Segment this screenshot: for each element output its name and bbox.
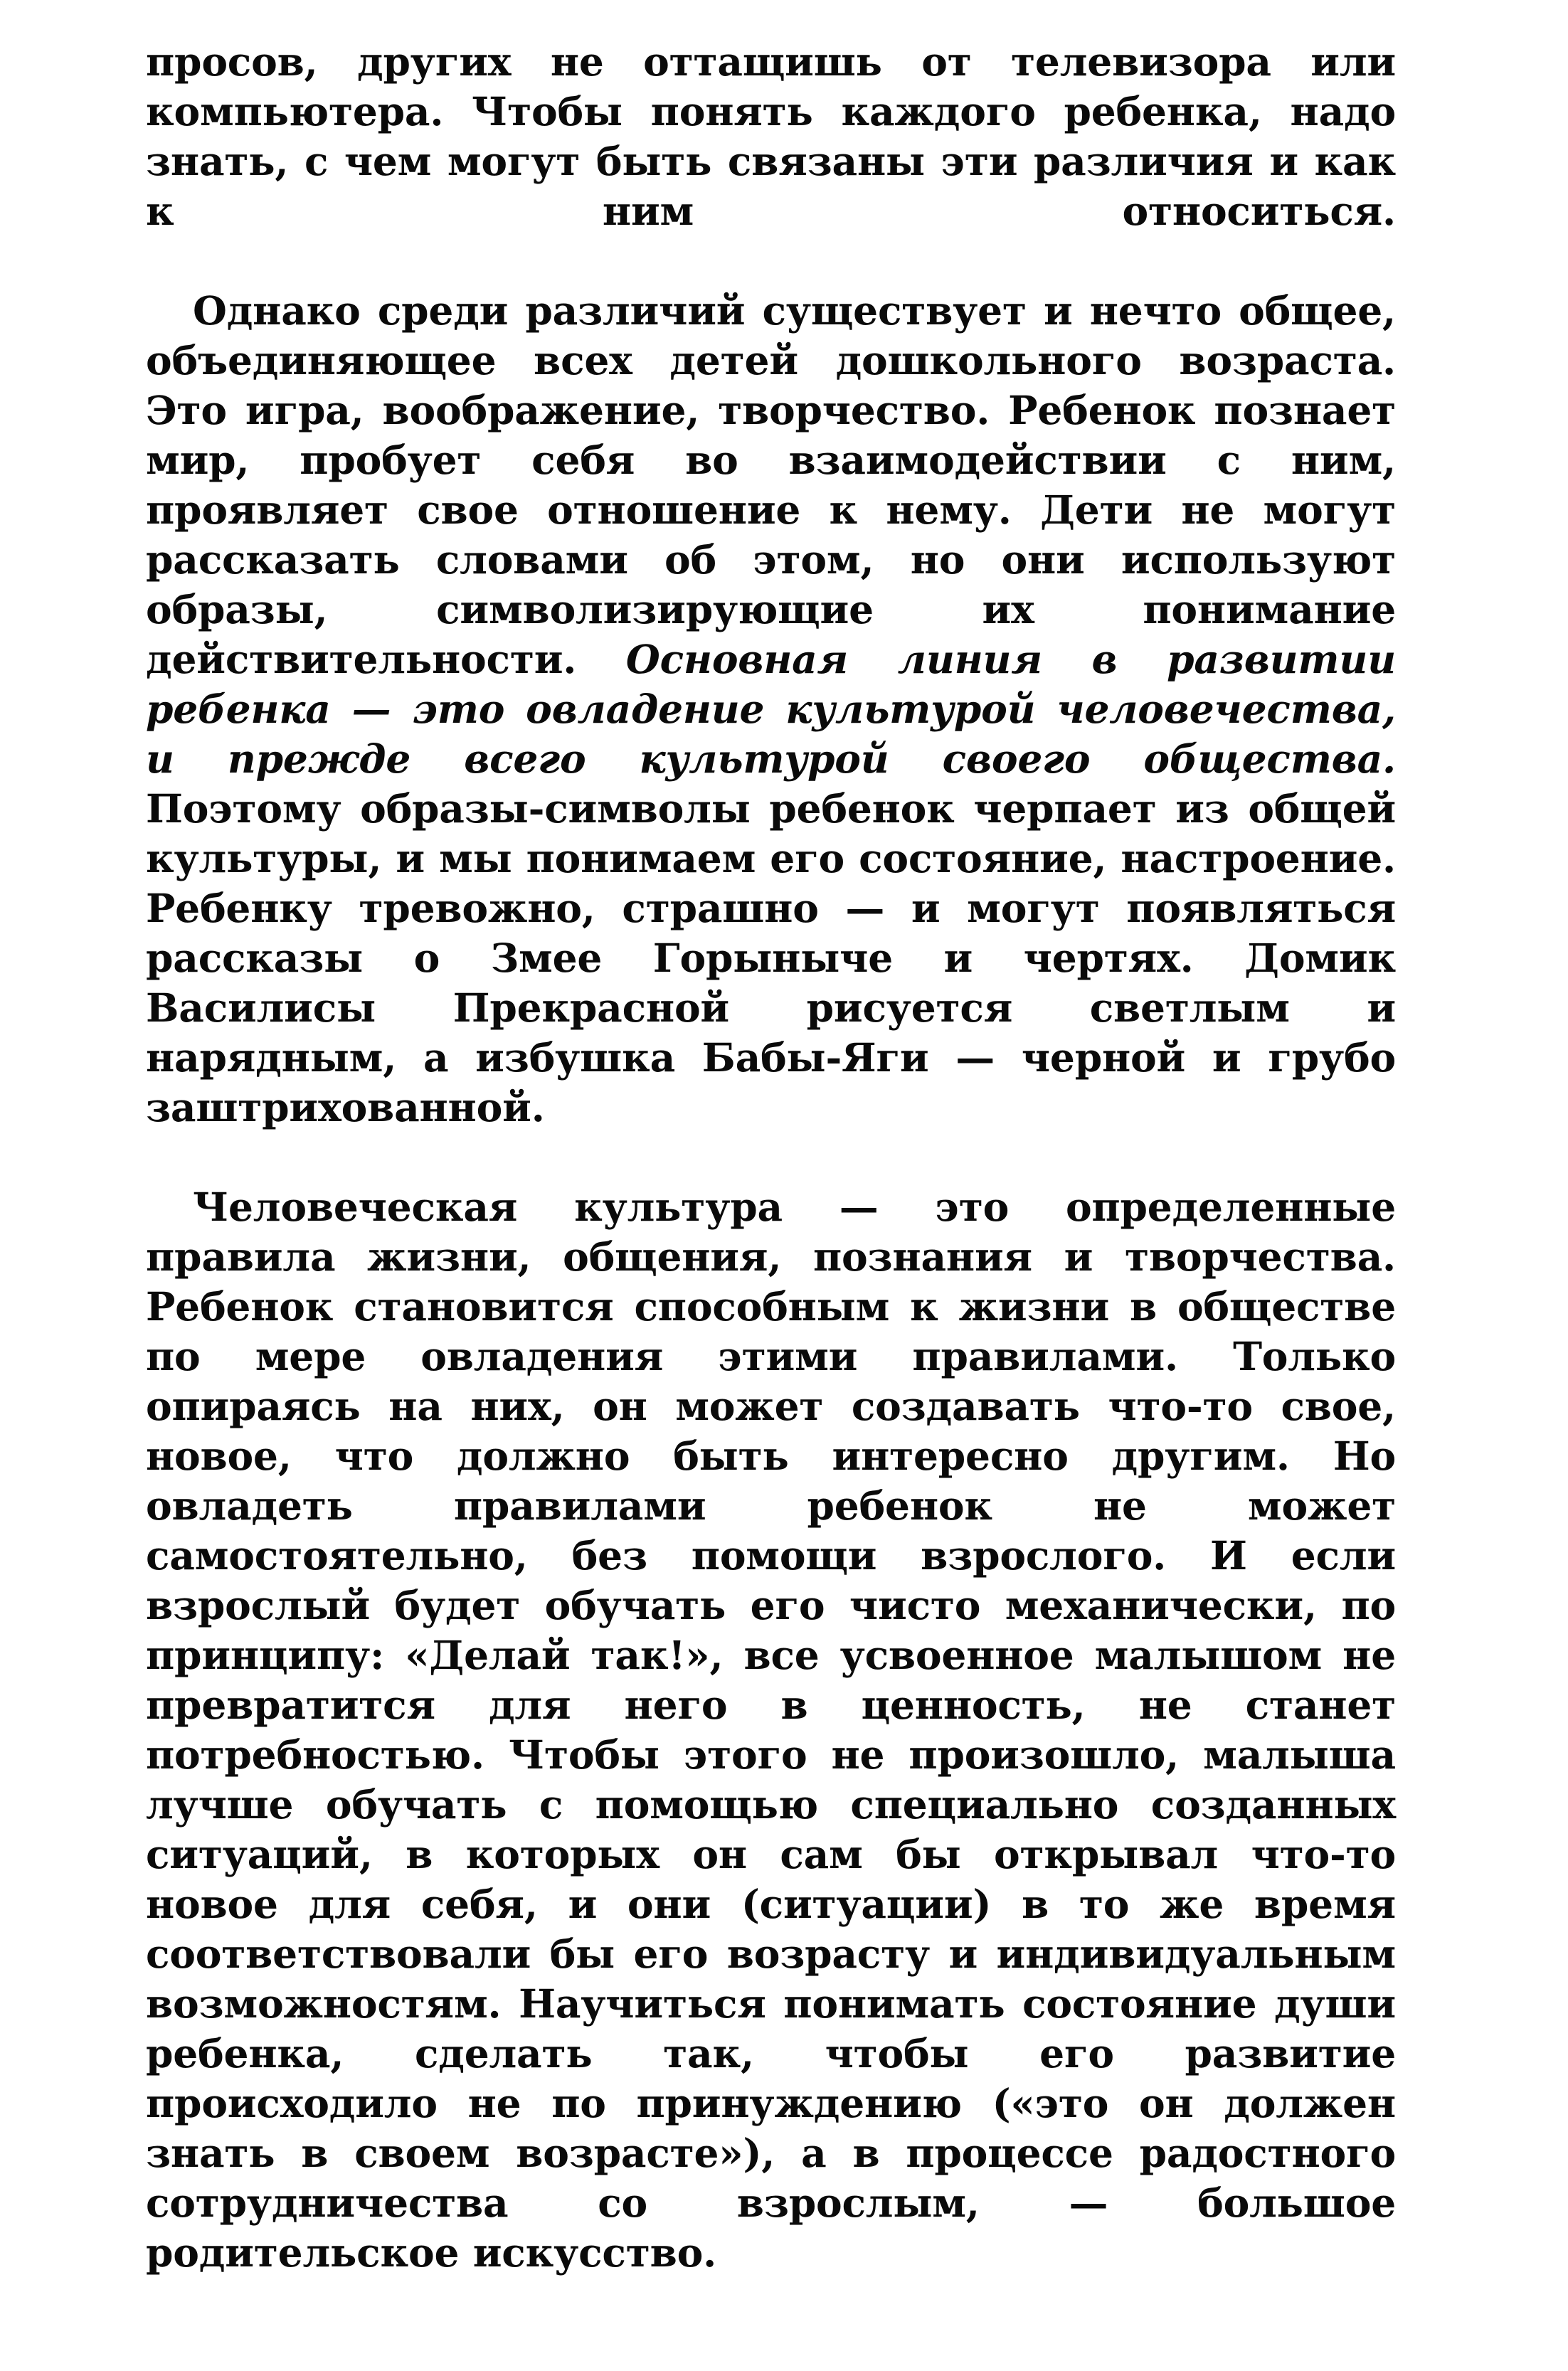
paragraph-odnako [146, 286, 1396, 1182]
text-run-roman: Человеческая культура — это определенные правила жизни, общения, познания и творчества. Ребенок становится способным к жизни в обществе по мере овладения этими правилами. Только опираясь на них, он может создавать что-то свое, новое, что должно быть интересно другим. Но овладеть правилами ребенок не может самостоятельно, без помощи взрослого. И если взрослый будет обучать его чисто механически, по принципу: «Делай так!», все усвоенное малышом не превратится для него в ценность, не станет потребностью. Чтобы этого не произошло, малыша лучше обучать с помощью специально созданных ситуаций, в которых он сам бы открывал что-то новое для себя, и они (ситуации) в то же время соответствовали бы его возрасту и индивидуальным возможностям. Научиться понимать состояние души ребенка, сделать так, чтобы его развитие происходило не по принуждению («это он должен знать в своем возрасте»), а в процессе радостного сотрудничества со взрослым, — большое родительское искусство. [146, 1184, 1396, 2276]
text-run-italic-emphasis: Основная линия в развитии ребенка — это овладение культурой человечества, и прежде всего культурой своего общества. [146, 636, 1397, 782]
text-run-roman-tail: Поэтому образы-символы ребенок черпает из общей культуры, и мы понимаем его состояние, настроение. Ребенку тревожно, страшно — и могут появляться рассказы о Змее Горыныче и чертях. Домик Василисы Прекрасной рисуется светлым и нарядным, а избушка Бабы-Яги — черной и грубо заштрихованной. [146, 785, 1396, 1130]
paragraph-continuation [146, 37, 1396, 286]
text-run-roman: Однако среди различий существует и нечто общее, объединяющее всех детей дошкольного возраста. Это игра, воображение, творчество. Ребенок познает мир, пробует себя во взаимодействии с ним, проявляет свое отношение к нему. Дети не могут рассказать словами об этом, но они используют образы, символизирующие их понимание действительности. [146, 287, 1396, 682]
text-run-roman: просов, других не оттащишь от телевизора или компьютера. Чтобы понять каждого ребенка, надо знать, с чем могут быть связаны эти различия и как к ним относиться. [146, 38, 1396, 234]
text-column [146, 37, 1396, 2278]
paragraph-chelovecheskaya-kultura [146, 1182, 1396, 2278]
